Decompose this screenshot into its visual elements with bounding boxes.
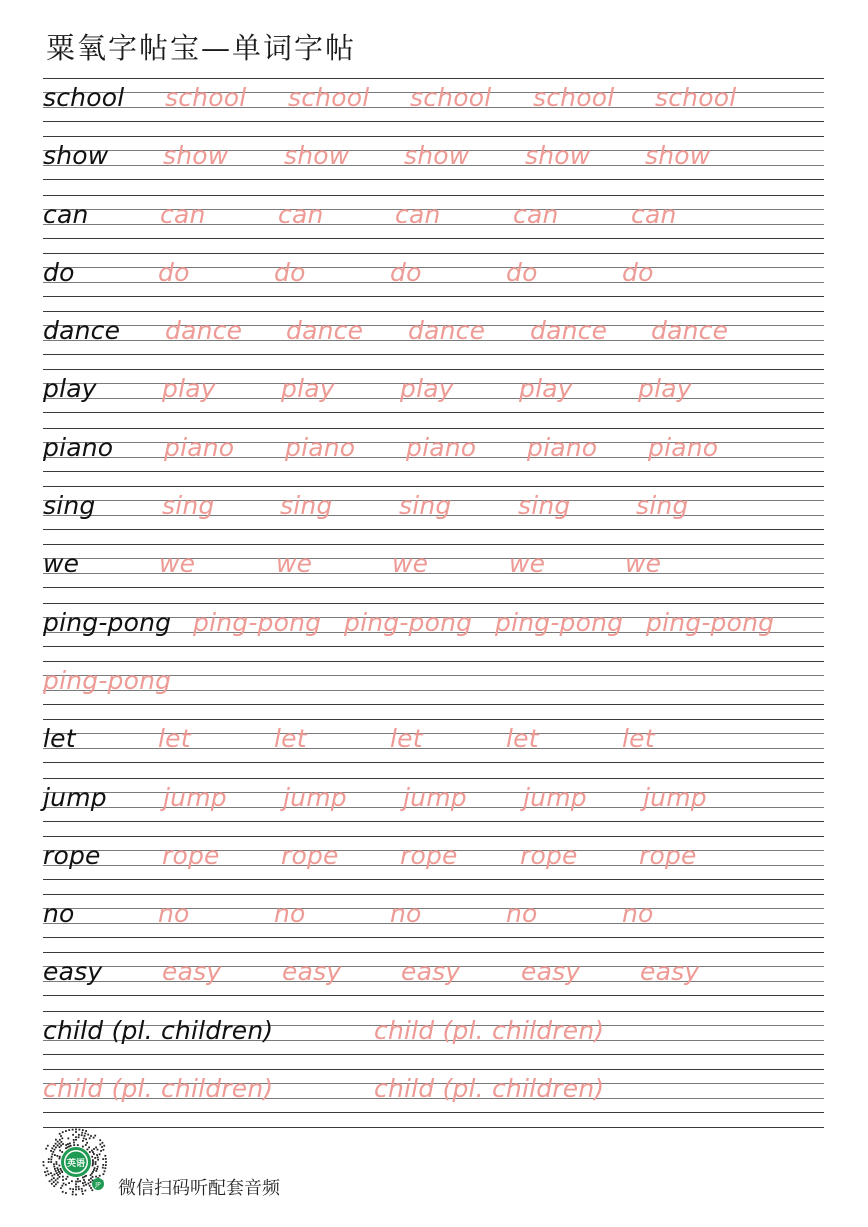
- model-word: ping-pong: [43, 607, 172, 637]
- trace-word: play: [519, 374, 573, 404]
- practice-row: [43, 195, 824, 253]
- practice-row: [43, 253, 824, 311]
- practice-row: [43, 428, 824, 486]
- trace-word: play: [400, 374, 454, 404]
- ruling-line: [43, 1054, 824, 1055]
- ruling-line: [43, 1011, 824, 1012]
- ruling-line: [43, 238, 824, 239]
- practice-row: [43, 603, 824, 661]
- trace-word: easy: [521, 957, 581, 987]
- ruling-line: [43, 603, 824, 604]
- trace-word: we: [392, 549, 429, 579]
- trace-word: no: [506, 899, 538, 929]
- ruling-line: [43, 719, 824, 720]
- trace-word: ping-pong: [193, 607, 322, 637]
- trace-word: show: [163, 141, 229, 171]
- trace-word: easy: [282, 957, 342, 987]
- ruling-line: [43, 354, 824, 355]
- practice-row: [43, 836, 824, 894]
- trace-word: piano: [527, 432, 598, 462]
- ruling-line: [43, 428, 824, 429]
- practice-row: [43, 778, 824, 836]
- trace-word: let: [274, 724, 307, 754]
- model-word: play: [43, 374, 97, 404]
- trace-word: no: [622, 899, 654, 929]
- ruling-line: [43, 1112, 824, 1113]
- trace-word: sing: [636, 491, 689, 521]
- practice-row: [43, 894, 824, 952]
- trace-word: rope: [281, 840, 339, 870]
- ruling-line: [43, 704, 824, 705]
- ruling-line: [43, 412, 824, 413]
- trace-word: piano: [648, 432, 719, 462]
- practice-row: [43, 486, 824, 544]
- qr-badge-label: 英语: [66, 1159, 86, 1169]
- ruling-line: [43, 529, 824, 530]
- ruling-line: [43, 195, 824, 196]
- model-word: sing: [43, 491, 96, 521]
- trace-word: ping-pong: [646, 607, 775, 637]
- practice-row: [43, 311, 824, 369]
- qr-badge-sub: JP: [95, 1181, 101, 1189]
- ruling-line: [43, 1127, 824, 1128]
- trace-word: jump: [643, 782, 707, 812]
- qr-code-icon[interactable]: [40, 1126, 112, 1198]
- trace-word: jump: [163, 782, 227, 812]
- ruling-line: [43, 121, 824, 122]
- trace-word: no: [390, 899, 422, 929]
- trace-word: jump: [523, 782, 587, 812]
- trace-word: school: [165, 83, 247, 112]
- trace-word: school: [533, 83, 615, 112]
- practice-row: [43, 369, 824, 427]
- trace-word: piano: [406, 432, 477, 462]
- model-word: rope: [43, 840, 101, 870]
- trace-word: dance: [286, 316, 364, 346]
- trace-word: child (pl. children): [43, 1074, 274, 1104]
- trace-word: jump: [283, 782, 347, 812]
- ruling-line: [43, 952, 824, 953]
- trace-word: rope: [520, 840, 578, 870]
- model-word: can: [43, 199, 89, 229]
- model-word: do: [43, 257, 75, 287]
- practice-row: [43, 952, 824, 1010]
- ruling-line: [43, 836, 824, 837]
- trace-word: do: [506, 257, 538, 287]
- trace-word: sing: [399, 491, 452, 521]
- ruling-line: [43, 937, 824, 938]
- trace-word: sing: [162, 491, 215, 521]
- ruling-line: [43, 253, 824, 254]
- trace-word: rope: [400, 840, 458, 870]
- trace-word: no: [158, 899, 190, 929]
- trace-word: can: [513, 199, 559, 229]
- trace-word: we: [625, 549, 662, 579]
- ruling-line: [43, 821, 824, 822]
- ruling-line: [43, 136, 824, 137]
- model-word: let: [43, 724, 76, 754]
- trace-word: piano: [285, 432, 356, 462]
- practice-row: [43, 1011, 824, 1069]
- practice-row: [43, 1069, 824, 1127]
- trace-word: piano: [164, 432, 235, 462]
- practice-row: [43, 78, 824, 136]
- trace-word: can: [160, 199, 206, 229]
- ruling-line: [43, 544, 824, 545]
- trace-word: jump: [403, 782, 467, 812]
- ruling-line: [43, 78, 824, 79]
- trace-word: let: [506, 724, 539, 754]
- ruling-line: [43, 995, 824, 996]
- practice-row: [43, 136, 824, 194]
- trace-word: school: [410, 83, 492, 112]
- ruling-line: [43, 296, 824, 297]
- trace-word: school: [288, 83, 370, 112]
- ruling-line: [43, 486, 824, 487]
- trace-word: school: [655, 83, 737, 112]
- model-word: dance: [43, 316, 121, 346]
- footer-caption: 微信扫码听配套音频: [118, 1178, 280, 1199]
- trace-word: do: [274, 257, 306, 287]
- trace-word: dance: [165, 316, 243, 346]
- trace-word: play: [281, 374, 335, 404]
- trace-word: child (pl. children): [374, 1074, 605, 1104]
- trace-word: let: [390, 724, 423, 754]
- trace-word: ping-pong: [344, 607, 473, 637]
- model-word: school: [43, 83, 125, 112]
- trace-word: let: [622, 724, 655, 754]
- practice-row: [43, 544, 824, 602]
- ruling-line: [43, 879, 824, 880]
- model-word: child (pl. children): [43, 1015, 274, 1045]
- trace-word: easy: [162, 957, 222, 987]
- trace-word: do: [158, 257, 190, 287]
- model-word: easy: [43, 957, 103, 987]
- trace-word: do: [622, 257, 654, 287]
- model-word: jump: [43, 782, 107, 812]
- ruling-line: [43, 762, 824, 763]
- ruling-line: [43, 661, 824, 662]
- trace-word: we: [159, 549, 196, 579]
- trace-word: show: [404, 141, 470, 171]
- model-word: piano: [43, 432, 114, 462]
- trace-word: ping-pong: [43, 665, 172, 695]
- trace-word: child (pl. children): [374, 1015, 605, 1045]
- ruling-line: [43, 311, 824, 312]
- model-word: no: [43, 899, 75, 929]
- model-word: we: [43, 549, 80, 579]
- trace-word: ping-pong: [495, 607, 624, 637]
- model-word: show: [43, 141, 109, 171]
- ruling-line: [43, 1069, 824, 1070]
- trace-word: show: [284, 141, 350, 171]
- trace-word: dance: [408, 316, 486, 346]
- trace-word: we: [276, 549, 313, 579]
- trace-word: can: [278, 199, 324, 229]
- trace-word: can: [631, 199, 677, 229]
- trace-word: sing: [280, 491, 333, 521]
- trace-word: sing: [518, 491, 571, 521]
- trace-word: rope: [162, 840, 220, 870]
- trace-word: show: [525, 141, 591, 171]
- practice-grid: [43, 78, 824, 1128]
- trace-word: dance: [530, 316, 608, 346]
- trace-word: rope: [639, 840, 697, 870]
- trace-word: no: [274, 899, 306, 929]
- ruling-line: [43, 471, 824, 472]
- trace-word: show: [645, 141, 711, 171]
- ruling-line: [43, 179, 824, 180]
- trace-word: easy: [640, 957, 700, 987]
- trace-word: let: [158, 724, 191, 754]
- trace-word: we: [509, 549, 546, 579]
- ruling-line: [43, 894, 824, 895]
- trace-word: dance: [651, 316, 729, 346]
- ruling-line: [43, 587, 824, 588]
- trace-word: play: [638, 374, 692, 404]
- trace-word: play: [162, 374, 216, 404]
- practice-row: [43, 661, 824, 719]
- practice-row: [43, 719, 824, 777]
- ruling-line: [43, 369, 824, 370]
- ruling-line: [43, 778, 824, 779]
- trace-word: easy: [401, 957, 461, 987]
- trace-word: do: [390, 257, 422, 287]
- trace-word: can: [395, 199, 441, 229]
- ruling-line: [43, 646, 824, 647]
- page-title: 粟氧字帖宝—单词字帖: [46, 31, 357, 65]
